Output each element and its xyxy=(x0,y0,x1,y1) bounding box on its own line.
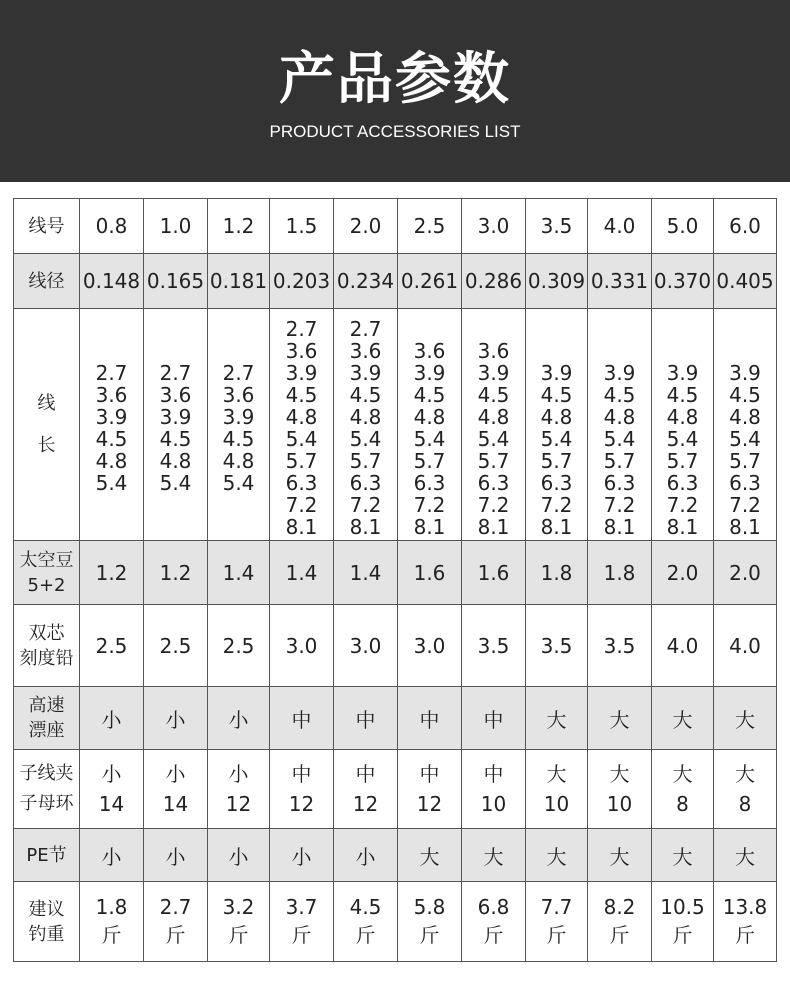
length-value: 3.9 xyxy=(285,360,318,385)
length-value: 3.9 xyxy=(603,360,636,385)
length-value: 6.3 xyxy=(729,470,761,495)
length-list xyxy=(144,356,207,494)
table-cell xyxy=(208,882,270,962)
table-cell: 1.8 xyxy=(588,541,652,605)
table-cell: 0.370 xyxy=(652,254,714,309)
table-cell: 小 xyxy=(270,829,334,882)
row-label: 线号 xyxy=(14,199,80,254)
table-cell: 大 xyxy=(462,829,526,882)
length-value: 4.5 xyxy=(349,382,382,407)
length-value: 5.4 xyxy=(222,470,255,495)
length-value: 7.2 xyxy=(477,492,510,517)
length-value: 5.4 xyxy=(349,426,382,451)
length-value: 3.6 xyxy=(285,338,318,363)
length-value: 3.9 xyxy=(729,360,761,385)
table-cell: 中 xyxy=(334,687,398,750)
length-value xyxy=(714,318,776,340)
page-subtitle: PRODUCT ACCESSORIES LIST xyxy=(269,122,521,141)
table-cell: 2.5 xyxy=(144,605,208,687)
row-label-line: 长 xyxy=(37,434,56,456)
table-cell xyxy=(526,309,588,541)
weight-value: 3.2 xyxy=(222,895,255,919)
weight-value: 13.8 xyxy=(722,895,768,919)
length-value: 4.5 xyxy=(540,382,573,407)
length-value: 5.7 xyxy=(285,448,318,473)
length-value: 7.2 xyxy=(413,492,446,517)
clip-size: 大 xyxy=(546,762,567,786)
row-label-line: 太空豆 xyxy=(19,549,74,571)
table-cell: 1.5 xyxy=(270,199,334,254)
table-cell: 1.0 xyxy=(144,199,208,254)
weight-unit: 斤 xyxy=(101,923,122,947)
row-clip-ring xyxy=(14,750,777,829)
table-cell: 1.2 xyxy=(80,541,144,605)
length-value: 3.9 xyxy=(222,404,255,429)
row-label-line: 漂座 xyxy=(28,720,65,741)
table-cell xyxy=(270,882,334,962)
length-value: 3.6 xyxy=(95,382,128,407)
table-cell: 0.8 xyxy=(80,199,144,254)
length-value xyxy=(652,318,713,340)
table-cell xyxy=(714,309,777,541)
length-value: 3.6 xyxy=(477,338,510,363)
length-value: 3.6 xyxy=(222,382,255,407)
length-value: 3.9 xyxy=(540,360,573,385)
weight-unit: 斤 xyxy=(419,923,440,947)
length-value: 6.3 xyxy=(477,470,510,495)
table-cell: 1.4 xyxy=(270,541,334,605)
table-cell xyxy=(526,882,588,962)
row-label xyxy=(14,882,80,962)
length-value: 7.2 xyxy=(349,492,382,517)
table-cell xyxy=(652,309,714,541)
table-cell: 中 xyxy=(270,687,334,750)
row-label: 线径 xyxy=(14,254,80,309)
table-cell: 1.8 xyxy=(526,541,588,605)
table-cell: 0.203 xyxy=(270,254,334,309)
row-label-line: 线 xyxy=(37,392,56,414)
table-cell: 大 xyxy=(652,829,714,882)
length-value: 7.2 xyxy=(540,492,573,517)
row-label xyxy=(14,605,80,687)
table-cell: 6.0 xyxy=(714,199,777,254)
length-value: 5.7 xyxy=(540,448,573,473)
length-value: 3.9 xyxy=(95,404,128,429)
row-label-line: 子线夹 xyxy=(19,763,74,784)
table-cell xyxy=(588,882,652,962)
row-label-line: 高速 xyxy=(28,695,65,716)
table-cell: 0.181 xyxy=(208,254,270,309)
length-value: 5.7 xyxy=(729,448,761,473)
table-cell xyxy=(652,750,714,829)
row-pe-joint xyxy=(14,829,777,882)
length-list xyxy=(652,312,713,538)
length-value: 3.9 xyxy=(349,360,382,385)
length-value: 4.8 xyxy=(540,404,573,429)
table-cell: 0.165 xyxy=(144,254,208,309)
page-header xyxy=(0,0,790,182)
table-cell: 小 xyxy=(80,687,144,750)
weight-unit: 斤 xyxy=(546,923,567,947)
length-list xyxy=(526,312,587,538)
length-value: 4.5 xyxy=(159,426,192,451)
length-value: 8.1 xyxy=(540,514,573,539)
table-cell: 1.2 xyxy=(208,199,270,254)
length-value: 6.3 xyxy=(349,470,382,495)
row-weight xyxy=(14,882,777,962)
table-cell: 3.0 xyxy=(334,605,398,687)
table-cell: 2.5 xyxy=(80,605,144,687)
length-value xyxy=(588,340,651,362)
length-list xyxy=(80,356,143,494)
length-value: 4.5 xyxy=(95,426,128,451)
table-cell: 0.331 xyxy=(588,254,652,309)
length-value: 4.5 xyxy=(285,382,318,407)
spec-table xyxy=(13,198,777,962)
length-list xyxy=(270,312,333,538)
table-cell xyxy=(334,882,398,962)
table-cell: 0.309 xyxy=(526,254,588,309)
weight-value: 2.7 xyxy=(159,895,192,919)
table-cell: 1.2 xyxy=(144,541,208,605)
row-float-seat xyxy=(14,687,777,750)
table-cell xyxy=(208,750,270,829)
length-value: 3.9 xyxy=(477,360,510,385)
table-cell: 大 xyxy=(526,829,588,882)
length-value: 8.1 xyxy=(349,514,382,539)
length-value: 2.7 xyxy=(95,360,128,385)
table-cell: 0.405 xyxy=(714,254,777,309)
table-cell xyxy=(334,750,398,829)
table-cell: 3.0 xyxy=(462,199,526,254)
clip-size: 大 xyxy=(609,762,630,786)
table-cell: 小 xyxy=(208,687,270,750)
table-cell: 1.6 xyxy=(462,541,526,605)
weight-value: 1.8 xyxy=(95,895,128,919)
length-value: 4.5 xyxy=(666,382,699,407)
table-cell: 3.0 xyxy=(398,605,462,687)
ring-size: 10 xyxy=(480,792,507,816)
row-line-no xyxy=(14,199,777,254)
length-value: 4.8 xyxy=(222,448,255,473)
length-value: 5.4 xyxy=(729,426,761,451)
length-value: 8.1 xyxy=(603,514,636,539)
length-value: 5.4 xyxy=(540,426,573,451)
length-value xyxy=(714,340,776,362)
table-cell: 大 xyxy=(714,829,777,882)
length-value: 2.7 xyxy=(159,360,192,385)
length-value: 4.8 xyxy=(159,448,192,473)
length-value: 4.8 xyxy=(95,448,128,473)
length-value: 6.3 xyxy=(666,470,699,495)
weight-value: 5.8 xyxy=(413,895,446,919)
ring-size: 10 xyxy=(543,792,570,816)
row-label xyxy=(14,541,80,605)
table-cell: 0.261 xyxy=(398,254,462,309)
table-cell xyxy=(270,750,334,829)
ring-size: 12 xyxy=(352,792,379,816)
table-cell xyxy=(526,750,588,829)
length-value xyxy=(398,318,461,340)
ring-size: 12 xyxy=(416,792,443,816)
length-value: 5.4 xyxy=(285,426,318,451)
clip-size: 中 xyxy=(355,762,376,786)
ring-size: 12 xyxy=(288,792,315,816)
clip-size: 小 xyxy=(101,762,122,786)
table-cell xyxy=(144,750,208,829)
length-value: 2.7 xyxy=(349,316,382,341)
length-value: 4.5 xyxy=(413,382,446,407)
length-value: 5.4 xyxy=(95,470,128,495)
length-value: 5.7 xyxy=(603,448,636,473)
length-list xyxy=(714,312,776,538)
length-value: 7.2 xyxy=(285,492,318,517)
length-value: 7.2 xyxy=(729,492,761,517)
weight-value: 4.5 xyxy=(349,895,382,919)
table-cell xyxy=(462,750,526,829)
table-cell xyxy=(80,882,144,962)
table-cell: 大 xyxy=(652,687,714,750)
table-cell: 大 xyxy=(526,687,588,750)
table-cell: 2.5 xyxy=(398,199,462,254)
length-value: 8.1 xyxy=(729,514,761,539)
table-cell: 大 xyxy=(714,687,777,750)
length-value: 3.9 xyxy=(666,360,699,385)
row-lead xyxy=(14,605,777,687)
table-cell xyxy=(398,309,462,541)
table-cell: 小 xyxy=(208,829,270,882)
row-label xyxy=(14,309,80,541)
table-cell xyxy=(652,882,714,962)
table-cell: 大 xyxy=(398,829,462,882)
row-label-line: 钓重 xyxy=(28,923,65,945)
length-value: 4.8 xyxy=(413,404,446,429)
length-value: 3.9 xyxy=(413,360,446,385)
table-cell: 中 xyxy=(398,687,462,750)
table-cell: 大 xyxy=(588,829,652,882)
length-value: 4.8 xyxy=(285,404,318,429)
length-value: 5.7 xyxy=(413,448,446,473)
length-value: 8.1 xyxy=(477,514,510,539)
length-value: 8.1 xyxy=(666,514,699,539)
length-value: 4.8 xyxy=(477,404,510,429)
table-cell: 2.0 xyxy=(334,199,398,254)
clip-size: 小 xyxy=(228,762,249,786)
table-cell: 0.148 xyxy=(80,254,144,309)
clip-size: 小 xyxy=(165,762,186,786)
table-cell: 4.0 xyxy=(714,605,777,687)
length-value: 5.4 xyxy=(603,426,636,451)
row-label-line: 5+2 xyxy=(27,574,66,596)
table-cell: 小 xyxy=(80,829,144,882)
table-cell: 大 xyxy=(588,687,652,750)
weight-unit: 斤 xyxy=(609,923,630,947)
table-cell xyxy=(398,750,462,829)
length-value: 4.8 xyxy=(666,404,699,429)
length-value: 2.7 xyxy=(285,316,318,341)
table-cell: 4.0 xyxy=(652,605,714,687)
length-value: 5.4 xyxy=(413,426,446,451)
table-cell xyxy=(714,882,777,962)
length-value xyxy=(526,318,587,340)
length-value xyxy=(652,340,713,362)
length-value: 7.2 xyxy=(603,492,636,517)
length-list xyxy=(334,312,397,538)
length-value: 4.8 xyxy=(603,404,636,429)
weight-value: 10.5 xyxy=(660,895,705,919)
table-cell: 中 xyxy=(462,687,526,750)
table-cell: 1.6 xyxy=(398,541,462,605)
page-title: 产品参数 xyxy=(279,47,511,112)
table-cell xyxy=(80,750,144,829)
weight-value: 3.7 xyxy=(285,895,318,919)
length-value: 6.3 xyxy=(603,470,636,495)
table-cell xyxy=(144,309,208,541)
row-diameter xyxy=(14,254,777,309)
table-cell: 2.5 xyxy=(208,605,270,687)
table-cell: 3.5 xyxy=(588,605,652,687)
length-value: 6.3 xyxy=(285,470,318,495)
length-value: 2.7 xyxy=(222,360,255,385)
weight-unit: 斤 xyxy=(672,923,693,947)
length-value: 5.4 xyxy=(477,426,510,451)
ring-size: 8 xyxy=(738,792,752,816)
row-label xyxy=(14,687,80,750)
table-cell xyxy=(334,309,398,541)
row-length xyxy=(14,309,777,541)
length-value: 5.7 xyxy=(477,448,510,473)
table-cell xyxy=(270,309,334,541)
ring-size: 10 xyxy=(606,792,633,816)
length-value: 8.1 xyxy=(413,514,446,539)
table-cell: 2.0 xyxy=(714,541,777,605)
length-value: 5.7 xyxy=(349,448,382,473)
weight-unit: 斤 xyxy=(735,923,755,947)
table-cell xyxy=(462,309,526,541)
length-list xyxy=(208,356,269,494)
length-value: 4.8 xyxy=(349,404,382,429)
row-space-bean xyxy=(14,541,777,605)
clip-size: 中 xyxy=(483,762,504,786)
length-value: 6.3 xyxy=(540,470,573,495)
table-cell: 1.4 xyxy=(208,541,270,605)
table-cell: 0.286 xyxy=(462,254,526,309)
length-value: 4.5 xyxy=(477,382,510,407)
weight-unit: 斤 xyxy=(291,923,312,947)
length-value xyxy=(588,318,651,340)
clip-size: 大 xyxy=(735,762,755,786)
length-value: 5.4 xyxy=(666,426,699,451)
weight-value: 8.2 xyxy=(603,895,636,919)
clip-size: 中 xyxy=(419,762,440,786)
table-cell: 2.0 xyxy=(652,541,714,605)
length-value: 4.5 xyxy=(729,382,761,407)
length-list xyxy=(462,312,525,538)
weight-value: 6.8 xyxy=(477,895,510,919)
table-cell xyxy=(714,750,777,829)
table-cell: 3.5 xyxy=(526,605,588,687)
table-cell xyxy=(398,882,462,962)
weight-unit: 斤 xyxy=(483,923,504,947)
weight-unit: 斤 xyxy=(355,923,376,947)
table-cell: 4.0 xyxy=(588,199,652,254)
length-value: 7.2 xyxy=(666,492,699,517)
length-value: 3.6 xyxy=(413,338,446,363)
length-value: 5.4 xyxy=(159,470,192,495)
length-value xyxy=(462,318,525,340)
ring-size: 12 xyxy=(225,792,252,816)
length-value: 6.3 xyxy=(413,470,446,495)
table-cell xyxy=(588,750,652,829)
length-value: 5.7 xyxy=(666,448,699,473)
table-cell: 0.234 xyxy=(334,254,398,309)
clip-size: 大 xyxy=(672,762,693,786)
length-value: 8.1 xyxy=(285,514,318,539)
table-cell xyxy=(588,309,652,541)
length-value: 3.9 xyxy=(159,404,192,429)
length-value: 3.6 xyxy=(159,382,192,407)
table-cell: 小 xyxy=(144,687,208,750)
ring-size: 8 xyxy=(676,792,689,816)
weight-unit: 斤 xyxy=(228,923,249,947)
table-cell xyxy=(208,309,270,541)
table-cell: 小 xyxy=(334,829,398,882)
ring-size: 14 xyxy=(98,792,125,816)
table-cell xyxy=(462,882,526,962)
table-cell xyxy=(80,309,144,541)
clip-size: 中 xyxy=(291,762,312,786)
length-value: 4.5 xyxy=(222,426,255,451)
length-list xyxy=(398,312,461,538)
length-value: 4.5 xyxy=(603,382,636,407)
row-label-line: 刻度铅 xyxy=(19,647,74,669)
row-label-line: 子母环 xyxy=(19,793,74,814)
row-label-line: 建议 xyxy=(28,898,65,920)
table-cell: 3.5 xyxy=(526,199,588,254)
row-label xyxy=(14,750,80,829)
length-value: 4.8 xyxy=(729,404,761,429)
table-cell: 5.0 xyxy=(652,199,714,254)
length-value xyxy=(526,340,587,362)
row-label-line: 双芯 xyxy=(28,622,65,644)
length-list xyxy=(588,312,651,538)
table-cell xyxy=(144,882,208,962)
table-cell: 1.4 xyxy=(334,541,398,605)
weight-unit: 斤 xyxy=(165,923,186,947)
table-cell: 小 xyxy=(144,829,208,882)
row-label: PE节 xyxy=(14,829,80,882)
table-cell: 3.5 xyxy=(462,605,526,687)
table-cell: 3.0 xyxy=(270,605,334,687)
length-value: 3.6 xyxy=(349,338,382,363)
ring-size: 14 xyxy=(162,792,189,816)
weight-value: 7.7 xyxy=(540,895,573,919)
